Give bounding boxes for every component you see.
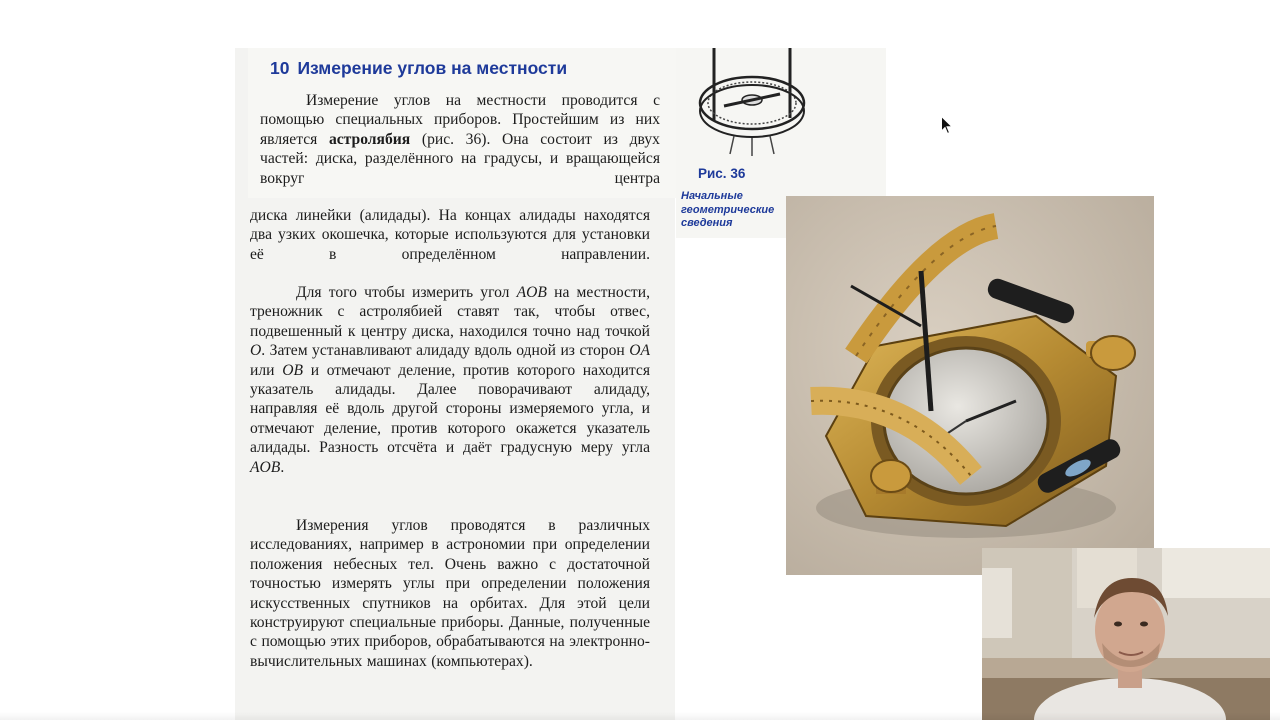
section-title: Измерение углов на местности [297, 58, 568, 78]
section-heading [270, 58, 700, 79]
paragraph-alidade: диска линейки (алидады). На концах алидады находятся два узких окошечка, которые используются для установки её в определённом направлении. [250, 207, 650, 263]
side-note: Начальные геометрические сведения [681, 190, 775, 229]
webcam-video [982, 548, 1270, 720]
astrolabe-drawing [694, 48, 810, 158]
video-bottom-shade [0, 712, 1280, 720]
term-astrolabe: астролябия [328, 130, 411, 148]
paragraph-measurement: Для того чтобы измерить угол AOB на местности, треножник с астролябией ставят так, чтобы отвес, подвешенный к центру диска, находился точно над точкой O. Затем устанавливают алидаду вдоль одной из сторон OA или OB и отмечают деление, против которого находится указатель алидады. Далее поворачивают алидаду, направляя её вдоль другой стороны измеряемого угла, и отмечают деление, против которого окажется указатель алидады. Разность отсчёта и даёт градусную меру угла AOB. [250, 284, 651, 476]
section-number: 10 [270, 58, 290, 78]
paragraph-applications: Измерения углов проводятся в различных исследованиях, например в астрономии при определении положения небесных тел. Очень важно с достаточной точностью измерять углы при определении положения искусственных спутников на орбитах. Для этой цели конструируют специальные приборы. Данные, полученные с помощью этих приборов, обрабатываются на электронно-вычислительных машинах (компьютерах). [250, 517, 650, 670]
paragraph-intro: Измерение углов на местности проводится с помощью специальных приборов. Простейшим из них является астролябия (рис. 36). Она состоит из двух частей: диска, разделённого на градусы, и вращающейся вокруг центра [260, 92, 660, 187]
astrolabe-photo [786, 196, 1154, 575]
mouse-cursor-icon [941, 116, 953, 135]
figure-label: Рис. 36 [698, 166, 746, 181]
